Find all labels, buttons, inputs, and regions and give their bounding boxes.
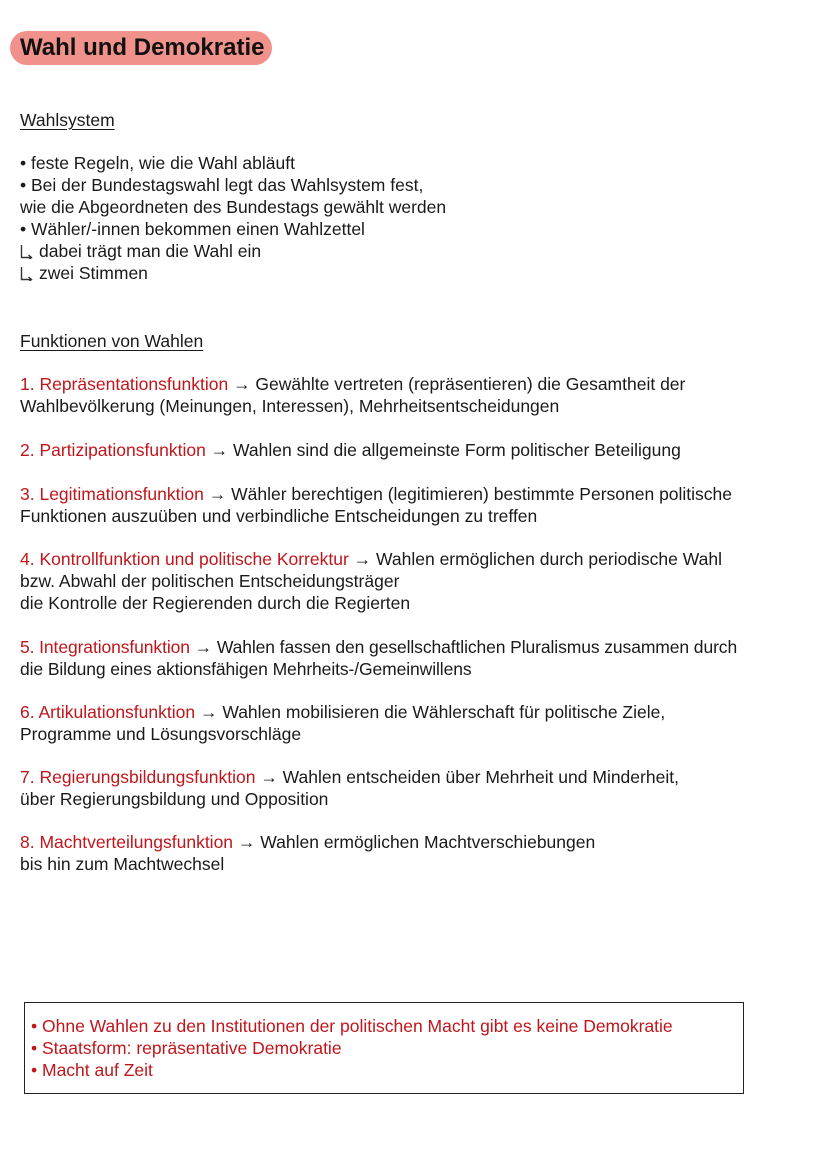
- summary-line: • Staatsform: repräsentative Demokratie: [31, 1038, 342, 1058]
- function-item-2: [20, 439, 681, 461]
- function-item-4: [20, 548, 722, 614]
- summary-line: • Macht auf Zeit: [31, 1060, 153, 1080]
- function-term: 7. Regierungsbildungsfunktion: [20, 767, 256, 787]
- function-term: 1. Repräsentationsfunktion: [20, 374, 229, 394]
- function-desc: → Wahlen sind die allgemeinste Form politischer Beteiligung: [205, 440, 681, 460]
- turn-right-arrow-icon: [20, 245, 33, 259]
- summary-line: • Ohne Wahlen zu den Institutionen der politischen Macht gibt es keine Demokratie: [31, 1016, 673, 1036]
- function-desc: → Wahlen ermöglichen durch periodische Wahl: [348, 549, 722, 569]
- wahlsystem-line: • feste Regeln, wie die Wahl abläuft: [20, 153, 295, 173]
- section-heading-wahlsystem: Wahlsystem: [20, 110, 115, 130]
- function-item-1: [20, 373, 685, 417]
- function-desc: → Wahlen ermöglichen Machtverschiebungen: [233, 832, 596, 852]
- function-desc-cont: bzw. Abwahl der politischen Entscheidungsträger: [20, 571, 400, 591]
- function-desc: → Wahlen entscheiden über Mehrheit und Minderheit,: [255, 767, 679, 787]
- function-term: 2. Partizipationsfunktion: [20, 440, 206, 460]
- wahlsystem-subline: [20, 262, 446, 284]
- summary-box: [24, 1002, 744, 1094]
- wahlsystem-subline-text: dabei trägt man die Wahl ein: [39, 241, 262, 261]
- function-item-8: [20, 831, 595, 875]
- function-term: 6. Artikulationsfunktion: [20, 702, 196, 722]
- wahlsystem-subline: [20, 240, 446, 262]
- function-item-6: [20, 701, 665, 745]
- function-desc-cont: die Bildung eines aktionsfähigen Mehrheits-/Gemeinwillens: [20, 659, 472, 679]
- wahlsystem-line: • Bei der Bundestagswahl legt das Wahlsystem fest,: [20, 175, 424, 195]
- turn-right-arrow-icon: [20, 267, 33, 281]
- function-desc-cont: Wahlbevölkerung (Meinungen, Interessen), Mehrheitsentscheidungen: [20, 396, 560, 416]
- function-item-7: [20, 766, 679, 810]
- function-item-5: [20, 636, 737, 680]
- wahlsystem-line: • Wähler/-innen bekommen einen Wahlzettel: [20, 219, 365, 239]
- page-title: Wahl und Demokratie: [10, 31, 272, 65]
- function-desc: → Wahlen mobilisieren die Wählerschaft für politische Ziele,: [195, 702, 666, 722]
- function-desc-cont: Programme und Lösungsvorschläge: [20, 724, 302, 744]
- function-term: 4. Kontrollfunktion und politische Korrektur: [20, 549, 349, 569]
- function-desc: → Wähler berechtigen (legitimieren) bestimmte Personen politische: [203, 484, 733, 504]
- function-desc-cont: die Kontrolle der Regierenden durch die Regierten: [20, 593, 411, 613]
- wahlsystem-line: wie die Abgeordneten des Bundestags gewählt werden: [20, 197, 447, 217]
- wahlsystem-list: [20, 152, 446, 284]
- wahlsystem-subline-text: zwei Stimmen: [39, 263, 148, 283]
- function-desc: → Gewählte vertreten (repräsentieren) die Gesamtheit der: [228, 374, 686, 394]
- function-term: 5. Integrationsfunktion: [20, 637, 190, 657]
- function-term: 3. Legitimationsfunktion: [20, 484, 204, 504]
- function-term: 8. Machtverteilungsfunktion: [20, 832, 234, 852]
- function-desc: → Wahlen fassen den gesellschaftlichen Pluralismus zusammen durch: [189, 637, 738, 657]
- function-item-3: [20, 483, 732, 527]
- function-desc-cont: bis hin zum Machtwechsel: [20, 854, 225, 874]
- function-desc-cont: Funktionen auszuüben und verbindliche Entscheidungen zu treffen: [20, 506, 538, 526]
- function-desc-cont: über Regierungsbildung und Opposition: [20, 789, 329, 809]
- section-heading-funktionen: Funktionen von Wahlen: [20, 331, 204, 351]
